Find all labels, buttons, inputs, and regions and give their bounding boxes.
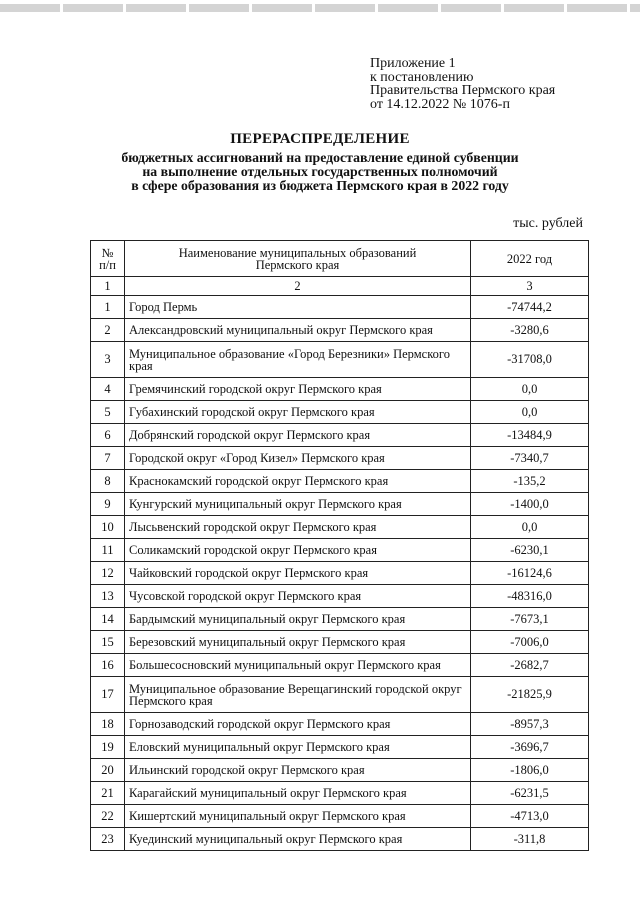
allocation-table — [90, 240, 589, 851]
allocation-value: -7006,0 — [471, 631, 589, 654]
table-row — [91, 736, 589, 759]
row-number: 18 — [91, 713, 125, 736]
municipality-name: Чайковский городской округ Пермского края — [125, 562, 471, 585]
table-row — [91, 608, 589, 631]
allocation-value: -21825,9 — [471, 677, 589, 713]
municipality-name: Горнозаводский городской округ Пермского края — [125, 713, 471, 736]
municipality-name: Гремячинский городской округ Пермского края — [125, 378, 471, 401]
table-row — [91, 782, 589, 805]
table-row — [91, 424, 589, 447]
table-row — [91, 296, 589, 319]
allocation-value: -1806,0 — [471, 759, 589, 782]
municipality-name: Куединский муниципальный округ Пермского края — [125, 828, 471, 851]
document-title: ПЕРЕРАСПРЕДЕЛЕНИЕ — [230, 131, 410, 147]
municipality-name: Еловский муниципальный округ Пермского края — [125, 736, 471, 759]
row-number: 9 — [91, 493, 125, 516]
table-row — [91, 342, 589, 378]
municipality-name: Соликамский городской округ Пермского края — [125, 539, 471, 562]
table-row — [91, 631, 589, 654]
row-number: 1 — [91, 296, 125, 319]
municipality-name: Муниципальное образование Верещагинский городской округ Пермского края — [125, 677, 471, 713]
table-row — [91, 585, 589, 608]
column-index-row — [91, 277, 589, 296]
allocation-value: 0,0 — [471, 516, 589, 539]
allocation-value: -3280,6 — [471, 319, 589, 342]
allocation-value: 0,0 — [471, 401, 589, 424]
table-row — [91, 677, 589, 713]
allocation-value: -8957,3 — [471, 713, 589, 736]
row-number: 23 — [91, 828, 125, 851]
scan-edge-strip — [0, 4, 640, 12]
table-body — [91, 296, 589, 851]
allocation-value: 0,0 — [471, 378, 589, 401]
row-number: 12 — [91, 562, 125, 585]
municipality-name: Краснокамский городской округ Пермского края — [125, 470, 471, 493]
table-row — [91, 378, 589, 401]
municipality-name: Добрянский городской округ Пермского края — [125, 424, 471, 447]
municipality-name: Кишертский муниципальный округ Пермского края — [125, 805, 471, 828]
table-row — [91, 539, 589, 562]
municipality-name: Большесосновский муниципальный округ Пермского края — [125, 654, 471, 677]
appendix-line: от 14.12.2022 № 1076-п — [370, 96, 510, 112]
allocation-value: -3696,7 — [471, 736, 589, 759]
municipality-name: Губахинский городской округ Пермского края — [125, 401, 471, 424]
subtitle-line: в сфере образования из бюджета Пермского края в 2022 году — [131, 178, 509, 193]
column-index: 3 — [471, 277, 589, 296]
municipality-name: Муниципальное образование «Город Березники» Пермского края — [125, 342, 471, 378]
table-row — [91, 562, 589, 585]
table-row — [91, 447, 589, 470]
allocation-value: -2682,7 — [471, 654, 589, 677]
allocation-value: -311,8 — [471, 828, 589, 851]
row-number: 4 — [91, 378, 125, 401]
appendix-line: Правительства Пермского края — [370, 83, 556, 98]
table-row — [91, 805, 589, 828]
row-number: 20 — [91, 759, 125, 782]
municipality-name: Город Пермь — [125, 296, 471, 319]
municipality-name: Карагайский муниципальный округ Пермского края — [125, 782, 471, 805]
allocation-value: -135,2 — [471, 470, 589, 493]
row-number: 17 — [91, 677, 125, 713]
document-subtitle — [0, 151, 640, 193]
municipality-name: Березовский муниципальный округ Пермского края — [125, 631, 471, 654]
municipality-name: Александровский муниципальный округ Пермского края — [125, 319, 471, 342]
row-number: 19 — [91, 736, 125, 759]
municipality-name: Чусовской городской округ Пермского края — [125, 585, 471, 608]
row-number: 7 — [91, 447, 125, 470]
row-number: 15 — [91, 631, 125, 654]
row-number: 10 — [91, 516, 125, 539]
row-number: 13 — [91, 585, 125, 608]
allocation-value: -6231,5 — [471, 782, 589, 805]
column-index: 2 — [125, 277, 471, 296]
table-row — [91, 713, 589, 736]
appendix-line: к постановлению — [370, 69, 474, 85]
header-number — [91, 241, 125, 277]
header-name-line1: Наименование муниципальных образований — [178, 245, 417, 260]
row-number: 14 — [91, 608, 125, 631]
row-number: 6 — [91, 424, 125, 447]
municipality-name: Городской округ «Город Кизел» Пермского края — [125, 447, 471, 470]
table-row — [91, 828, 589, 851]
subtitle-line: на выполнение отдельных государственных полномочий — [142, 164, 498, 179]
row-number: 22 — [91, 805, 125, 828]
row-number: 11 — [91, 539, 125, 562]
table-header-row — [91, 241, 589, 277]
units-label: тыс. рублей — [513, 216, 583, 231]
allocation-value: -48316,0 — [471, 585, 589, 608]
header-number-line2: п/п — [99, 257, 116, 272]
allocation-value: -13484,9 — [471, 424, 589, 447]
allocation-value: -6230,1 — [471, 539, 589, 562]
allocation-value: -74744,2 — [471, 296, 589, 319]
header-year: 2022 год — [471, 241, 589, 277]
allocation-value: -7340,7 — [471, 447, 589, 470]
appendix-block — [370, 57, 555, 111]
allocation-value: -7673,1 — [471, 608, 589, 631]
header-number-line1: № — [101, 245, 114, 260]
municipality-name: Кунгурский муниципальный округ Пермского края — [125, 493, 471, 516]
row-number: 5 — [91, 401, 125, 424]
allocation-value: -16124,6 — [471, 562, 589, 585]
allocation-value: -1400,0 — [471, 493, 589, 516]
row-number: 3 — [91, 342, 125, 378]
appendix-line: Приложение 1 — [370, 56, 456, 71]
table-row — [91, 759, 589, 782]
table-row — [91, 493, 589, 516]
table-row — [91, 319, 589, 342]
row-number: 21 — [91, 782, 125, 805]
header-name-line2: Пермского края — [255, 257, 340, 272]
allocation-value: -4713,0 — [471, 805, 589, 828]
column-index: 1 — [91, 277, 125, 296]
subtitle-line: бюджетных ассигнований на предоставление единой субвенции — [121, 150, 519, 165]
row-number: 8 — [91, 470, 125, 493]
row-number: 16 — [91, 654, 125, 677]
municipality-name: Ильинский городской округ Пермского края — [125, 759, 471, 782]
allocation-value: -31708,0 — [471, 342, 589, 378]
table-row — [91, 654, 589, 677]
municipality-name: Бардымский муниципальный округ Пермского края — [125, 608, 471, 631]
municipality-name: Лысьвенский городской округ Пермского края — [125, 516, 471, 539]
table-row — [91, 470, 589, 493]
row-number: 2 — [91, 319, 125, 342]
table-row — [91, 516, 589, 539]
table-row — [91, 401, 589, 424]
header-name — [125, 241, 471, 277]
